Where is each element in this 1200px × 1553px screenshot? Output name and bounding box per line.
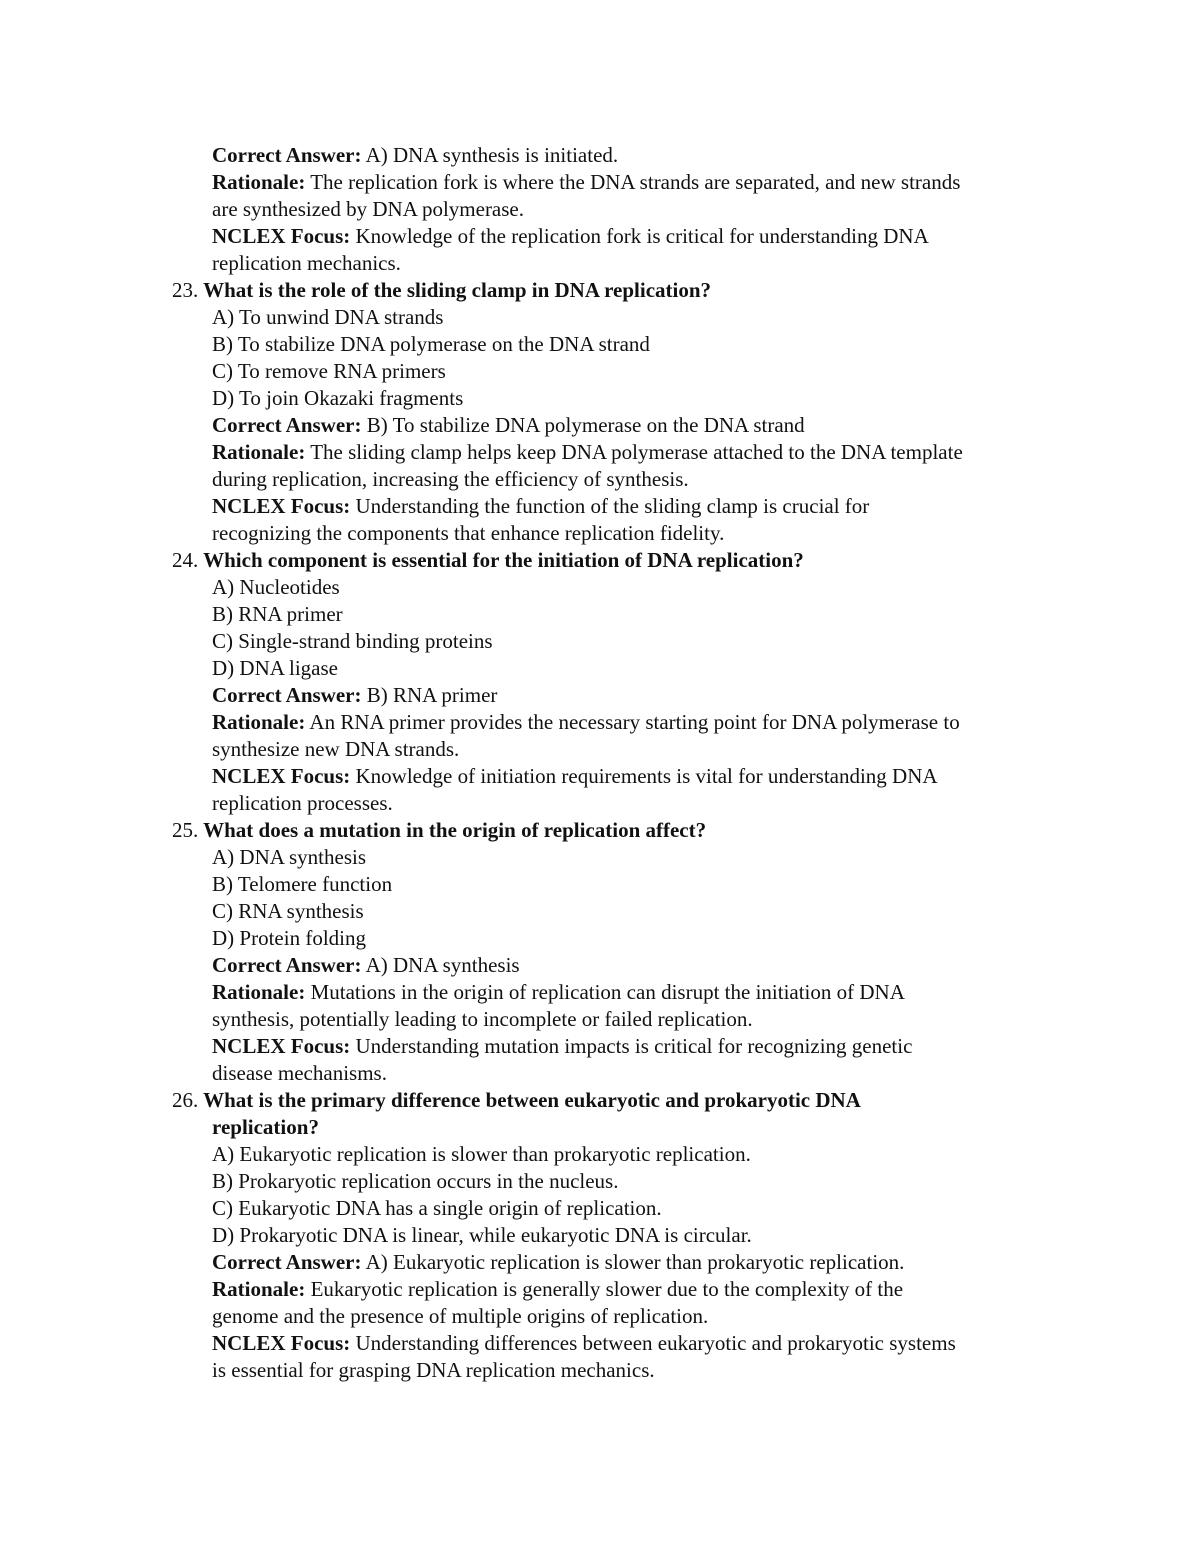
q26-option-d: D) Prokaryotic DNA is linear, while eukaryotic DNA is circular.	[212, 1223, 752, 1247]
q23-correct-answer: Correct Answer: B) To stabilize DNA polymerase on the DNA strand	[212, 413, 805, 437]
question-23: 23. What is the role of the sliding clamp in DNA replication?	[172, 278, 712, 302]
q22-rationale: Rationale: The replication fork is where the DNA strands are separated, and new strands	[212, 170, 961, 194]
correct-label: Correct Answer:	[212, 143, 362, 167]
q23-rationale: Rationale: The sliding clamp helps keep DNA polymerase attached to the DNA template	[212, 440, 963, 464]
q24-option-c: C) Single-strand binding proteins	[212, 629, 493, 653]
q23-option-b: B) To stabilize DNA polymerase on the DNA strand	[212, 332, 650, 356]
q26-rationale-cont: genome and the presence of multiple origins of replication.	[212, 1304, 709, 1328]
q24-rationale-cont: synthesize new DNA strands.	[212, 737, 460, 761]
q26-option-c: C) Eukaryotic DNA has a single origin of replication.	[212, 1196, 662, 1220]
q26-nclex-cont: is essential for grasping DNA replication mechanics.	[212, 1358, 655, 1382]
q24-option-a: A) Nucleotides	[212, 575, 340, 599]
q23-nclex-cont: recognizing the components that enhance replication fidelity.	[212, 521, 725, 545]
q24-correct-answer: Correct Answer: B) RNA primer	[212, 683, 498, 707]
q25-correct-answer: Correct Answer: A) DNA synthesis	[212, 953, 520, 977]
q24-nclex-focus: NCLEX Focus: Knowledge of initiation requirements is vital for understanding DNA	[212, 764, 938, 788]
q24-option-d: D) DNA ligase	[212, 656, 338, 680]
q22-nclex-cont: replication mechanics.	[212, 251, 401, 275]
q25-nclex-focus: NCLEX Focus: Understanding mutation impacts is critical for recognizing genetic	[212, 1034, 913, 1058]
q26-correct-answer: Correct Answer: A) Eukaryotic replication is slower than prokaryotic replication.	[212, 1250, 905, 1274]
q24-rationale: Rationale: An RNA primer provides the necessary starting point for DNA polymerase to	[212, 710, 960, 734]
question-24: 24. Which component is essential for the initiation of DNA replication?	[172, 548, 804, 572]
q23-option-a: A) To unwind DNA strands	[212, 305, 444, 329]
q25-option-c: C) RNA synthesis	[212, 899, 364, 923]
q23-option-d: D) To join Okazaki fragments	[212, 386, 464, 410]
q25-option-b: B) Telomere function	[212, 872, 393, 896]
question-26-cont: replication?	[212, 1115, 319, 1139]
q23-option-c: C) To remove RNA primers	[212, 359, 446, 383]
q25-rationale-cont: synthesis, potentially leading to incomplete or failed replication.	[212, 1007, 753, 1031]
rationale-label: Rationale:	[212, 170, 306, 194]
q25-option-d: D) Protein folding	[212, 926, 366, 950]
nclex-label: NCLEX Focus:	[212, 224, 351, 248]
q24-option-b: B) RNA primer	[212, 602, 343, 626]
q22-correct-answer: Correct Answer: A) DNA synthesis is initiated.	[212, 143, 619, 167]
q25-rationale: Rationale: Mutations in the origin of replication can disrupt the initiation of DNA	[212, 980, 905, 1004]
q25-nclex-cont: disease mechanisms.	[212, 1061, 387, 1085]
q24-nclex-cont: replication processes.	[212, 791, 393, 815]
q26-nclex-focus: NCLEX Focus: Understanding differences between eukaryotic and prokaryotic systems	[212, 1331, 956, 1355]
q22-rationale-cont: are synthesized by DNA polymerase.	[212, 197, 524, 221]
question-26: 26. What is the primary difference between eukaryotic and prokaryotic DNA	[172, 1088, 861, 1112]
q23-nclex-focus: NCLEX Focus: Understanding the function of the sliding clamp is crucial for	[212, 494, 870, 518]
q22-nclex-focus: NCLEX Focus: Knowledge of the replication fork is critical for understanding DNA	[212, 224, 929, 248]
question-25: 25. What does a mutation in the origin of replication affect?	[172, 818, 707, 842]
q26-rationale: Rationale: Eukaryotic replication is generally slower due to the complexity of the	[212, 1277, 904, 1301]
q25-option-a: A) DNA synthesis	[212, 845, 367, 869]
q23-rationale-cont: during replication, increasing the efficiency of synthesis.	[212, 467, 689, 491]
q26-option-b: B) Prokaryotic replication occurs in the nucleus.	[212, 1169, 619, 1193]
q26-option-a: A) Eukaryotic replication is slower than prokaryotic replication.	[212, 1142, 751, 1166]
